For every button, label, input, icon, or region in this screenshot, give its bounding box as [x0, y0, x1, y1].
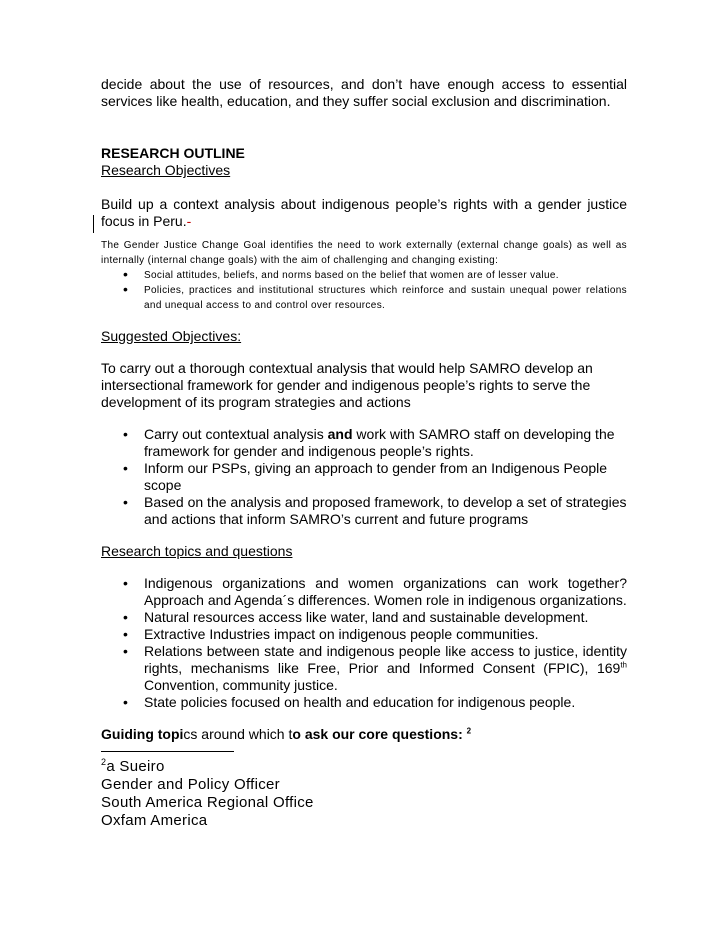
list-item: • Based on the analysis and proposed framework, to develop a set of strategies and actions that inform SAMRO’s current and future programs [123, 494, 627, 527]
gender-goal-list [101, 268, 627, 313]
footnote-reference: 2 [466, 726, 472, 736]
list-item: • Policies, practices and institutional structures which reinforce and sustain unequal power relations and unequal access to and control over resources. [123, 281, 627, 311]
suggested-list [101, 426, 627, 528]
footnote [101, 758, 627, 830]
bullet-icon: • [123, 266, 129, 282]
list-item: • Indigenous organizations and women organizations can work together? Approach and Agenda´s differences. Women role in indigenous organizations. [123, 575, 627, 608]
list-item: • Extractive Industries impact on indigenous people communities. [123, 626, 539, 642]
bullet-icon: • [123, 281, 129, 297]
research-outline-heading: RESEARCH OUTLINE [101, 145, 245, 161]
suggested-objectives-heading: Suggested Objectives: [101, 328, 242, 344]
bullet-icon: • [123, 575, 128, 591]
bullet-icon: • [123, 426, 128, 442]
footnote-office: South America Regional Office [101, 794, 314, 811]
suggested-paragraph: To carry out a thorough contextual analysis that would help SAMRO develop an intersectional framework for gender and indigenous people’s rights to serve the development of its program strategies and actions [101, 360, 593, 410]
list-item: • Carry out contextual analysis and work with SAMRO staff on developing the framework for gender and indigenous people’s rights. [123, 426, 615, 459]
list-item: • Inform our PSPs, giving an approach to gender from an Indigenous People scope [123, 460, 608, 493]
bullet-icon: • [123, 694, 128, 710]
footnote-name: $^2$a Sueiro [101, 757, 165, 775]
change-bar [93, 215, 94, 233]
research-topics-heading: Research topics and questions [101, 543, 293, 559]
bullet-icon: • [123, 626, 128, 642]
research-objectives-heading: Research Objectives [101, 162, 231, 178]
footnote-org: Oxfam America [101, 812, 208, 829]
list-item: • State policies focused on health and education for indigenous people. [123, 694, 576, 710]
document-page [101, 76, 627, 830]
bullet-icon: • [123, 609, 128, 625]
list-item: • Social attitudes, beliefs, and norms based on the belief that women are of lesser value. [123, 266, 559, 282]
footnote-mark: 2 [101, 757, 107, 767]
footnote-title: Gender and Policy Officer [101, 776, 280, 793]
bullet-icon: • [123, 494, 128, 510]
guiding-topics-line: Guiding topics around which to ask our core questions: $^2$ [101, 726, 472, 742]
bullet-icon: • [123, 643, 128, 659]
change-mark: - [186, 213, 192, 229]
objective-paragraph: Build up a context analysis about indigenous people’s rights with a gender justice focus in Peru.- [101, 196, 627, 229]
bullet-icon: • [123, 460, 128, 476]
list-item: • Natural resources access like water, land and sustainable development. [123, 609, 589, 625]
gender-goal-paragraph: The Gender Justice Change Goal identifies the need to work externally (external change goals) as well as internally (internal change goals) with the aim of challenging and changing existing: [101, 240, 627, 266]
topics-list [101, 575, 627, 711]
list-item: • Relations between state and indigenous people like access to justice, identity rights, mechanisms like Free, Prior and Informed Consent (FPIC), 169th Convention, community justice. [123, 643, 627, 693]
intro-paragraph: decide about the use of resources, and don’t have enough access to essential services like health, education, and they suffer social exclusion and discrimination. [101, 76, 627, 109]
